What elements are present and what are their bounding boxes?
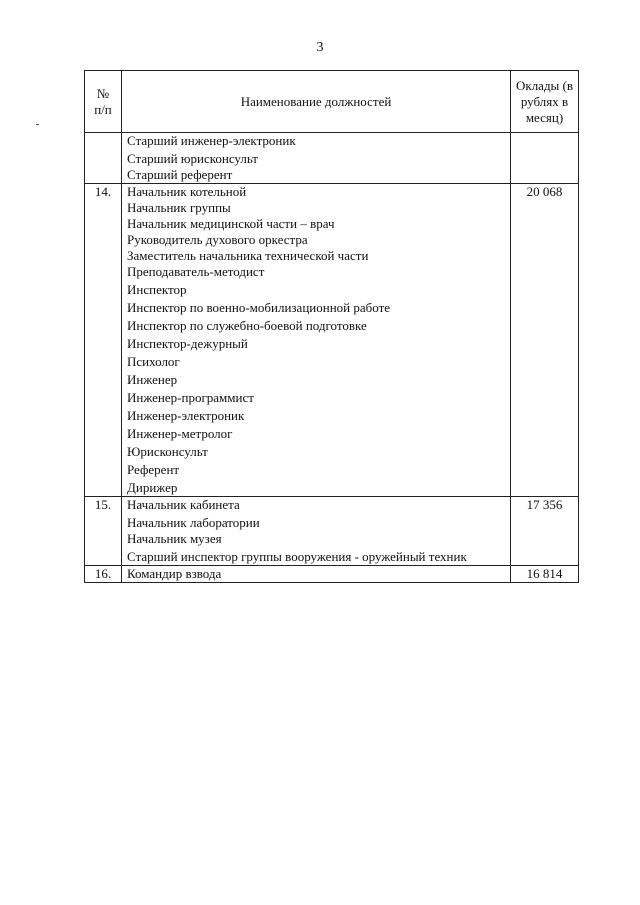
position-name: Старший инженер-электроник	[127, 133, 296, 148]
table-header-row	[85, 71, 579, 133]
header-position-name: Наименование должностей	[122, 71, 511, 133]
position-name: Референт	[127, 462, 180, 477]
position-name: Заместитель начальника технической части	[127, 248, 369, 263]
position-name: Инспектор по военно-мобилизационной работе	[127, 300, 391, 315]
position-list	[122, 497, 511, 566]
position-name: Психолог	[127, 354, 180, 369]
position-name: Инспектор	[127, 282, 187, 297]
position-name: Начальник музея	[127, 531, 222, 546]
position-name: Начальник кабинета	[127, 497, 240, 512]
table-body	[85, 133, 579, 583]
header-number: № п/п	[85, 71, 122, 133]
table-row	[85, 566, 579, 583]
position-name: Начальник котельной	[127, 184, 247, 199]
position-name: Инженер-программист	[127, 390, 254, 405]
row-number: 15.	[85, 497, 122, 566]
position-name: Старший референт	[127, 167, 233, 182]
page-number: 3	[316, 40, 324, 55]
position-name: Начальник лаборатории	[127, 515, 260, 530]
salary-value	[511, 133, 579, 184]
row-number: 16.	[85, 566, 122, 583]
salary-value: 20 068	[511, 184, 579, 497]
position-name: Дирижер	[127, 480, 178, 495]
row-number	[85, 133, 122, 184]
position-name: Старший инспектор группы вооружения - оружейный техник	[127, 549, 467, 564]
table-row	[85, 497, 579, 566]
table-row	[85, 184, 579, 497]
position-name: Юрисконсульт	[127, 444, 208, 459]
table-row	[85, 133, 579, 184]
position-list	[122, 566, 511, 583]
position-list	[122, 133, 511, 184]
salary-table	[84, 70, 579, 583]
margin-mark	[36, 124, 39, 125]
position-name: Руководитель духового оркестра	[127, 232, 308, 247]
salary-value: 16 814	[511, 566, 579, 583]
position-name: Старший юрисконсульт	[127, 151, 258, 166]
position-name: Начальник медицинской части – врач	[127, 216, 335, 231]
salary-value: 17 356	[511, 497, 579, 566]
position-name: Командир взвода	[127, 566, 222, 581]
position-name: Инженер-электроник	[127, 408, 245, 423]
position-name: Преподаватель-методист	[127, 264, 265, 279]
position-name: Инспектор по служебно-боевой подготовке	[127, 318, 367, 333]
position-name: Инспектор-дежурный	[127, 336, 248, 351]
position-name: Начальник группы	[127, 200, 231, 215]
header-salary: Оклады (в рублях в месяц)	[511, 71, 579, 133]
position-list	[122, 184, 511, 497]
row-number: 14.	[85, 184, 122, 497]
position-name: Инженер	[127, 372, 178, 387]
position-name: Инженер-метролог	[127, 426, 233, 441]
